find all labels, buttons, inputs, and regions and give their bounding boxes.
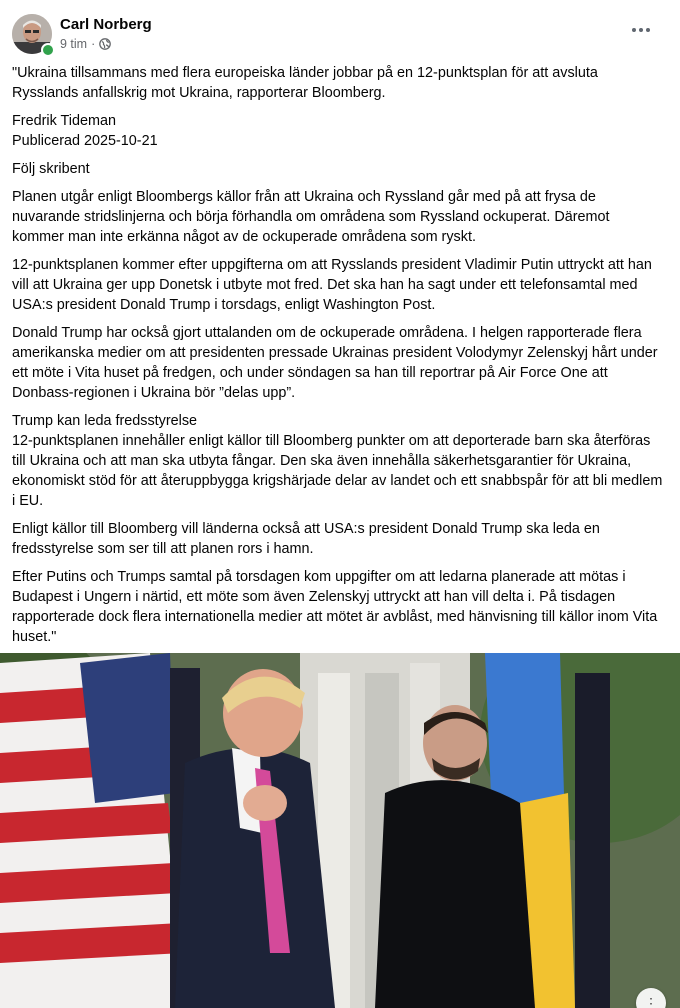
globe-icon[interactable] [99,38,111,50]
photo-options-icon[interactable]: ⋮ [636,988,666,1008]
post-author-name[interactable]: Carl Norberg [60,16,152,33]
follow-author-link[interactable]: Följ skribent [12,161,90,177]
post-meta [60,37,111,51]
more-options-icon[interactable] [628,20,654,40]
byline-name: Fredrik Tideman [12,113,116,129]
paragraph-5: 12-punktsplanen innehåller enligt källor till Bloomberg punkter om att deporterade barn ska återföras till Ukraina och att man ska utbyta fångar. Den ska även innehålla säkerhetsgarantier för Ukraina, ekonomiskt stöd för att återuppbygga krigshärjade delar av landet och ett snabbspår för att bli medlem i EU. [12,433,663,509]
photo-image [0,653,680,1008]
byline [12,111,664,151]
post-photo[interactable] [0,653,680,1008]
meta-separator: · [91,37,96,51]
online-status-indicator [41,43,55,57]
byline-date: Publicerad 2025-10-21 [12,133,158,149]
paragraph-3: 12-punktsplanen kommer efter uppgifterna om att Rysslands president Vladimir Putin uttryckt att han vill att Ukraina ger upp Donetsk i utbyte mot fred. Det ska han ha sagt under ett telefonsamtal med USA:s president Donald Trump i torsdags, enligt Washington Post. [12,257,652,313]
subheading: Trump kan leda fredsstyrelse [12,413,198,429]
paragraph-6: Enligt källor till Bloomberg vill länderna också att USA:s president Donald Trump ska leda en fredsstyrelse som ser till att planen rors i hamn. [12,521,600,557]
post-text [12,63,664,655]
post-timestamp[interactable]: 9 tim [60,37,88,51]
post-header [12,14,668,56]
paragraph-4: Donald Trump har också gjort uttalanden om de ockuperade områdena. I helgen rapporterade flera amerikanska medier om att presidenten pressade Ukrainas president Volodymyr Zelenskyj hårt under ett möte i Vita huset på fredgen, och under söndagen sa han till reportrar på Air Force One att Donbass-regionen i Ukraina bör ”delas upp”. [12,325,658,401]
paragraph-7: Efter Putins och Trumps samtal på torsdagen kom uppgifter om att ledarna planerade att mötas i Budapest i Ungern i närtid, ett möte som även Zelenskyj uttryckt att han vill delta i. På tisdagen rapporterade dock flera internationella medier att mötet är avblåst, med hänvisning till källor inom Vita huset." [12,569,658,645]
paragraph-2: Planen utgår enligt Bloombergs källor från att Ukraina och Ryssland går med på att frysa de nuvarande stridslinjerna och börja förhandla om områdena som Ryssland ockuperat. Däremot kommer man inte erkänna något av de ockuperade områdena som ryskt. [12,189,610,245]
paragraph-intro: "Ukraina tillsammans med flera europeiska länder jobbar på en 12-punktsplan för att avsluta Rysslands anfallskrig mot Ukraina, rapporterar Bloomberg. [12,65,598,101]
section [12,411,664,511]
